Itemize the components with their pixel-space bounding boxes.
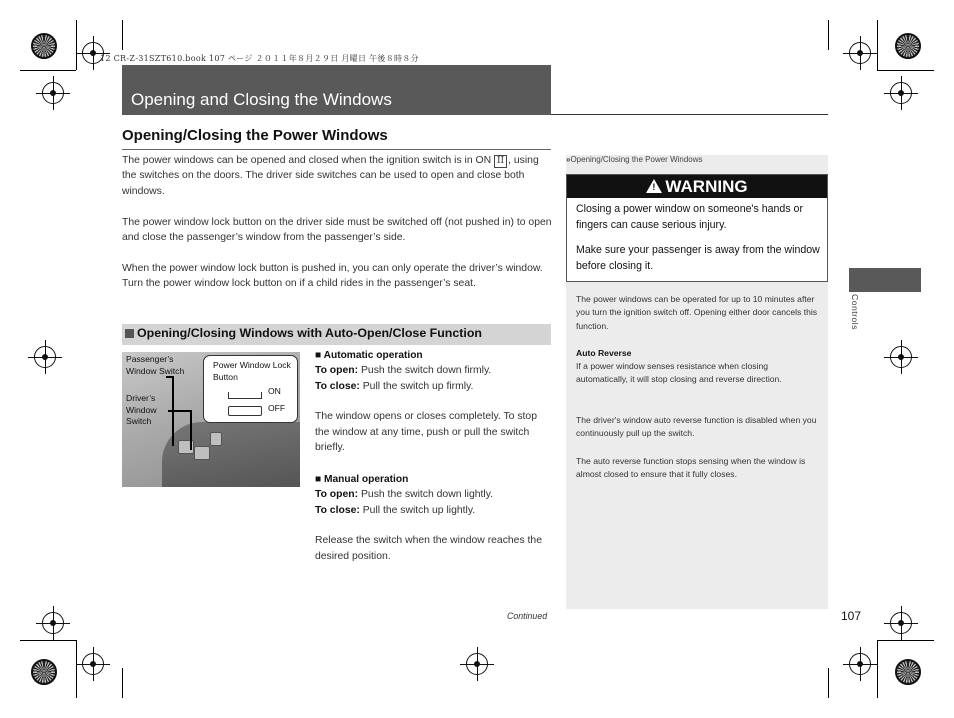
warning-box — [566, 174, 828, 282]
registration-mark-icon — [466, 653, 488, 675]
registration-mark-icon — [82, 653, 104, 675]
intro-paragraph-3: When the power window lock button is pushed in, you can only operate the driver’s window. Turn the power window lock button on if a child rides in the passenger’s seat. — [122, 263, 543, 290]
title-rule — [551, 114, 828, 115]
manual-operation — [315, 472, 555, 564]
automatic-note: The window opens or closes completely. To stop the window at any time, push or pull the switch briefly. — [315, 411, 537, 454]
registration-mark-icon — [890, 612, 912, 634]
manual-open — [315, 487, 555, 502]
off-button-shape — [228, 406, 262, 416]
registration-mark-icon — [890, 346, 912, 368]
automatic-operation — [315, 348, 555, 455]
close-label: To close: — [315, 504, 360, 516]
side-note-3: The driver's window auto reverse function is disabled when you continuously pull up the switch. — [576, 415, 817, 439]
registration-mark-icon — [42, 612, 64, 634]
warning-label: WARNING — [665, 177, 748, 196]
open-text: Push the switch down firmly. — [358, 365, 492, 377]
lock-button-label: Power Window Lock Button — [213, 360, 291, 382]
side-note-2: If a power window senses resistance when closing automatically, it will stop closing and reverse direction. — [576, 361, 782, 385]
manual-close — [315, 503, 555, 518]
open-text: Push the switch down lightly. — [358, 489, 494, 501]
registration-rosette-icon — [895, 33, 921, 59]
leader-line — [166, 376, 174, 378]
registration-mark-icon — [849, 653, 871, 675]
automatic-close — [315, 379, 555, 394]
driver-switch-label: Driver’s Window Switch — [126, 393, 157, 426]
chapter-tab-label: Controls — [850, 294, 860, 330]
warning-triangle-icon — [646, 179, 662, 193]
manual-heading: ■ Manual operation — [315, 472, 555, 487]
intro-paragraph-2: The power window lock button on the driver side must be switched off (not pushed in) to open and close the passenger’s window from the passenger’s side. — [122, 217, 552, 244]
registration-rosette-icon — [895, 659, 921, 685]
warning-header — [567, 175, 827, 198]
close-text: Pull the switch up firmly. — [359, 380, 474, 392]
registration-mark-icon — [42, 82, 64, 104]
open-label: To open: — [315, 489, 359, 501]
subsection-title: Opening/Closing Windows with Auto-Open/Close Function — [137, 326, 482, 340]
page-title: Opening and Closing the Windows — [131, 90, 392, 109]
manual-note: Release the switch when the window reaches the desired position. — [315, 535, 542, 562]
automatic-heading: ■ Automatic operation — [315, 348, 555, 363]
section-title: Opening/Closing the Power Windows — [122, 127, 388, 144]
leader-line — [168, 410, 192, 412]
door-panel — [162, 422, 300, 487]
auto-reverse-title: Auto Reverse — [576, 348, 632, 358]
side-note-1: The power windows can be operated for up to 10 minutes after you turn the ignition switch off. Opening either door cancels this function. — [576, 294, 818, 331]
continued-label: Continued — [507, 611, 548, 621]
side-reference-header — [566, 155, 828, 169]
off-label: OFF — [268, 403, 286, 413]
close-label: To close: — [315, 380, 360, 392]
lock-button-callout — [203, 355, 298, 423]
close-text: Pull the switch up lightly. — [359, 504, 476, 516]
reference-title: Opening/Closing the Power Windows — [570, 155, 703, 164]
open-label: To open: — [315, 365, 359, 377]
side-note-4: The auto reverse function stops sensing when the window is almost closed to ensure that it fully closes. — [576, 456, 806, 480]
lock-button-shape — [210, 432, 222, 446]
registration-mark-icon — [34, 346, 56, 368]
intro-text: , using the switches on the doors. The driver side switches can be used to open and close both windows. — [122, 155, 539, 197]
subsection-header — [122, 324, 551, 345]
intro-text: The power windows can be opened and closed when the ignition switch is in ON — [122, 155, 492, 166]
book-header: 12 CR-Z-31SZT610.book 107 ページ ２０１１年８月２９日 月曜日 午後８時８分 — [100, 54, 419, 63]
driver-switch-shape — [194, 446, 210, 460]
ignition-position-badge: II — [494, 155, 507, 168]
warning-text-2: Make sure your passenger is away from the window before closing it. — [576, 244, 820, 272]
on-label: ON — [268, 386, 281, 396]
page-number: 107 — [841, 609, 862, 623]
chapter-tab — [849, 268, 921, 292]
switch-figure — [122, 352, 300, 487]
registration-mark-icon — [890, 82, 912, 104]
registration-rosette-icon — [31, 33, 57, 59]
reference-arrow-icon: » — [566, 155, 571, 164]
passenger-switch-label: Passenger’s Window Switch — [126, 354, 185, 376]
page-title-bar — [122, 65, 551, 115]
registration-mark-icon — [849, 42, 871, 64]
warning-text-1: Closing a power window on someone's hands or fingers can cause serious injury. — [576, 203, 803, 231]
on-button-shape — [228, 392, 262, 399]
section-rule — [122, 149, 551, 150]
intro-paragraph-1 — [122, 153, 552, 199]
leader-line — [190, 410, 192, 450]
automatic-open — [315, 363, 555, 378]
registration-rosette-icon — [31, 659, 57, 685]
square-bullet-icon — [125, 329, 134, 338]
